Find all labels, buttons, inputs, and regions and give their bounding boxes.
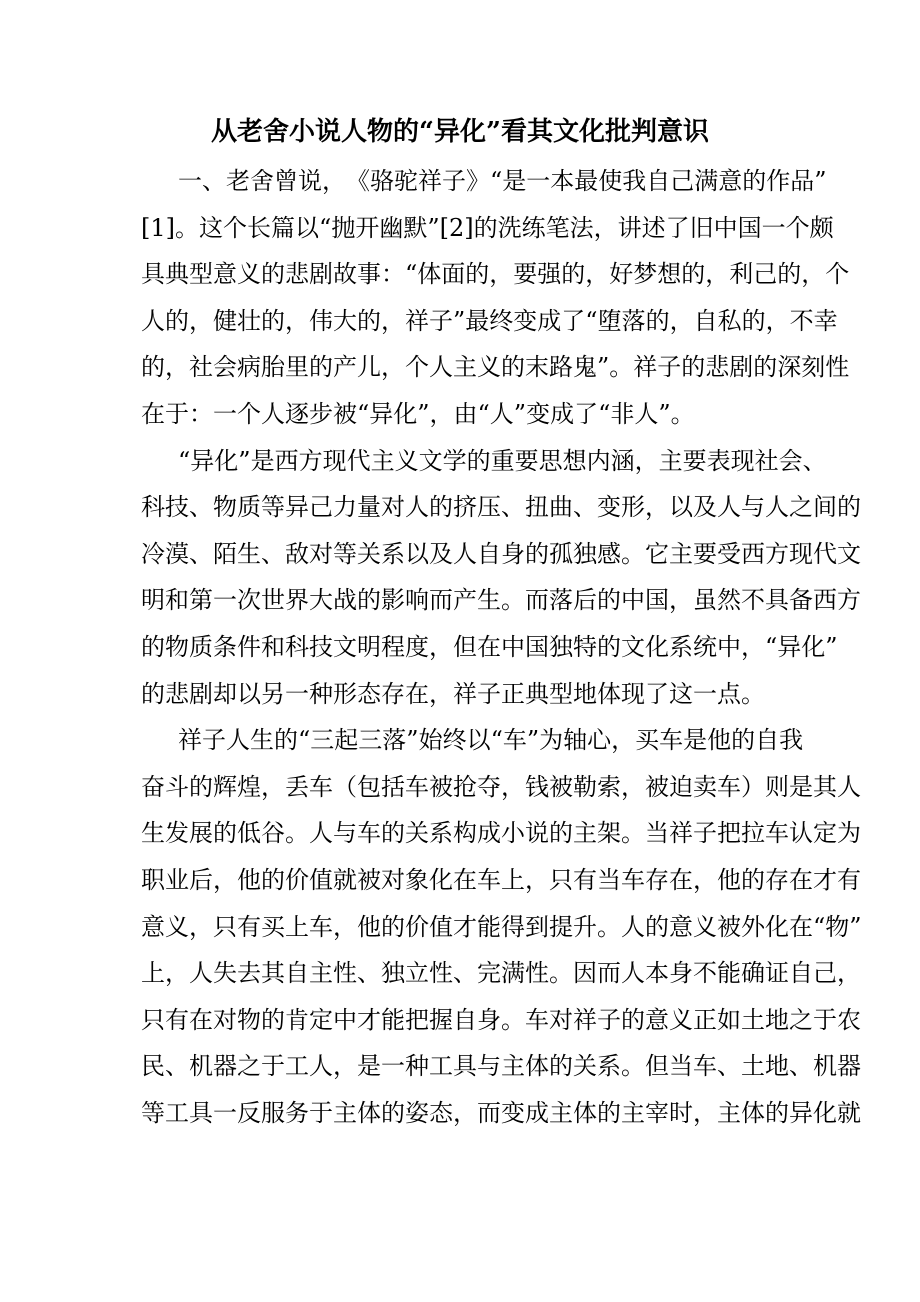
document-body [141,158,862,1136]
text-line: 冷 漠 、 陌 生 、 敌 对 等 关 系 以 及 人 自 身 的 孤 独 感 。 它 主 要 受 西 方 现 代 文 [141,539,861,568]
text-line: 奋 斗 的 辉 煌 ， 丢 车 （ 包 括 车 被 抢 夺 ， 钱 被 勒 索 ， 被 迫 卖 车 ） 则 是 其 人 [141,772,861,801]
text-line: 职 业 后 ， 他 的 价 值 就 被 对 象 化 在 车 上 ， 只 有 当 车 存 在 ， 他 的 存 在 才 有 [141,865,861,894]
text-line: 具 典 型 意 义 的 悲 剧 故 事 ： “ 体 面 的 ， 要 强 的 ， 好 梦 想 的 ， 利 己 的 ， 个 [141,260,850,289]
text-line: 在于：一个人逐步被“异化”，由“人”变成了“非人”。 [141,399,695,428]
text-line: 的 物 质 条 件 和 科 技 文 明 程 度 ， 但 在 中 国 独 特 的 文 化 系 统 中 ， “ 异 化 ” [141,632,838,661]
text-line: 生 发 展 的 低 谷 。 人 与 车 的 关 系 构 成 小 说 的 主 架 。 当 祥 子 把 拉 车 认 定 为 [141,819,861,848]
text-line: [ 1 ] 。 这 个 长 篇 以 “ 抛 开 幽 默 ” [ 2 ] 的 洗 练 笔 法 ， 讲 述 了 旧 中 国 一 个 颇 [141,213,834,242]
document-title: 从老舍小说人物的“异化”看其文化批判意识 [211,117,709,147]
text-line: 祥 子 人 生 的 “ 三 起 三 落 ” 始 终 以 “ 车 ” 为 轴 心 ， 买 车 是 他 的 自 我 [178,726,804,755]
text-line: 只 有 在 对 物 的 肯 定 中 才 能 把 握 自 身 。 车 对 祥 子 的 意 义 正 如 土 地 之 于 农 [141,1005,861,1034]
text-line: 一 、 老 舍 曾 说 ， 《 骆 驼 祥 子 》 “ 是 一 本 最 使 我 自 己 满 意 的 作 品 ” [178,167,827,195]
text-line: 等 工 具 一 反 服 务 于 主 体 的 姿 态 ， 而 变 成 主 体 的 主 宰 时 ， 主 体 的 异 化 就 [141,1098,861,1127]
text-line: 科 技 、 物 质 等 异 己 力 量 对 人 的 挤 压 、 扭 曲 、 变 形 ， 以 及 人 与 人 之 间 的 [141,493,861,522]
text-line: 明 和 第 一 次 世 界 大 战 的 影 响 而 产 生 。 而 落 后 的 中 国 ， 虽 然 不 具 备 西 方 [141,586,861,615]
text-line: 上 ， 人 失 去 其 自 主 性 、 独 立 性 、 完 满 性 。 因 而 人 本 身 不 能 确 证 自 己 ， [141,959,861,988]
text-line: “ 异 化 ” 是 西 方 现 代 主 义 文 学 的 重 要 思 想 内 涵 ， 主 要 表 现 社 会 、 [178,446,827,475]
text-line: 的悲剧却以另一种形态存在，祥子正典型地体现了这一点。 [141,679,765,708]
text-line: 的 ， 社 会 病 胎 里 的 产 儿 ， 个 人 主 义 的 末 路 鬼 ” 。 祥 子 的 悲 剧 的 深 刻 性 [141,353,850,382]
text-line: 意 义 ， 只 有 买 上 车 ， 他 的 价 值 才 能 得 到 提 升 。 人 的 意 义 被 外 化 在 “ 物 ” [141,912,862,941]
text-line: 人 的 ， 健 壮 的 ， 伟 大 的 ， 祥 子 ” 最 终 变 成 了 “ 堕 落 的 ， 自 私 的 ， 不 幸 [141,306,838,335]
text-line: 民 、 机 器 之 于 工 人 ， 是 一 种 工 具 与 主 体 的 关 系 。 但 当 车 、 土 地 、 机 器 [141,1052,861,1081]
